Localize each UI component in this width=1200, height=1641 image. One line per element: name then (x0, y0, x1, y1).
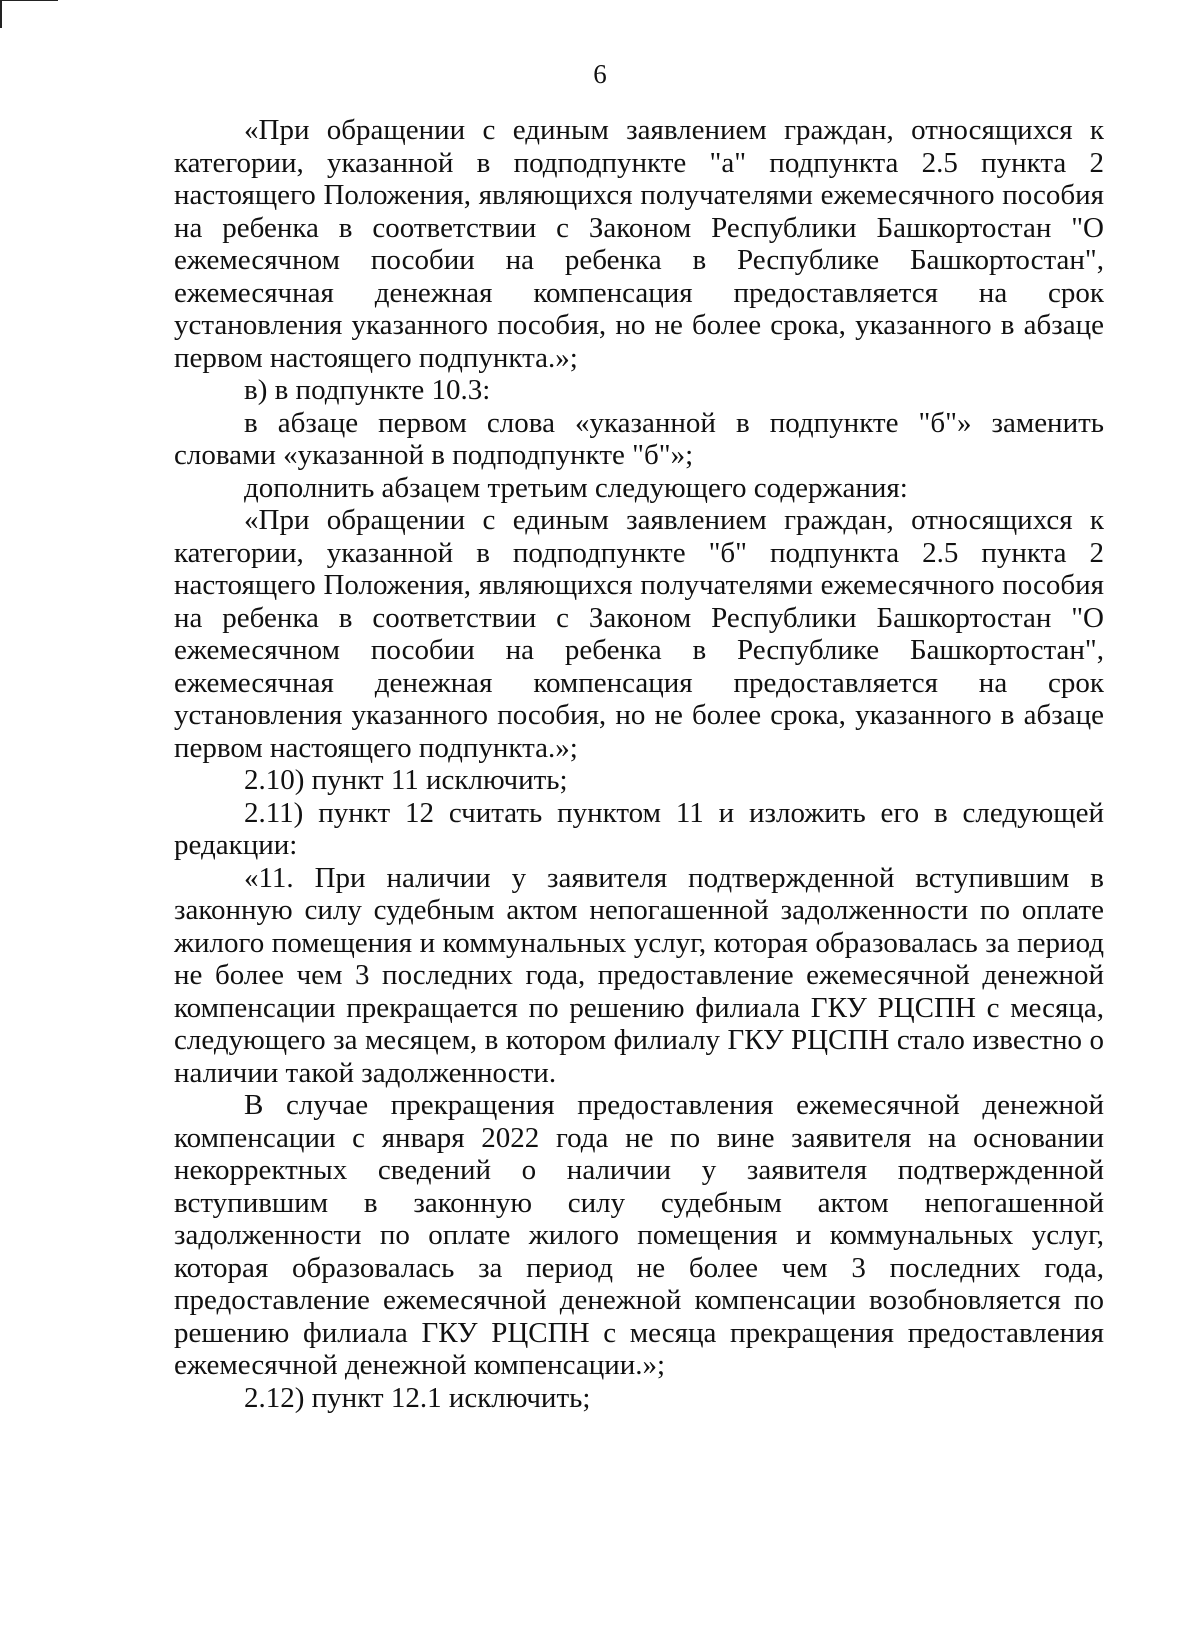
paragraph: 2.10) пункт 11 исключить; (244, 764, 568, 796)
paragraph: 2.11) пункт 12 считать пунктом 11 и изложить его в следующей редакции: (174, 796, 1104, 861)
paragraph: 2.12) пункт 12.1 исключить; (244, 1381, 591, 1414)
paragraph: в) в подпункте 10.3: (244, 374, 491, 406)
paragraph: в абзаце первом слова «указанной в подпункте "б"» заменить словами «указанной в подподпункте "б"»; (174, 406, 1104, 471)
paragraph: дополнить абзацем третьим следующего содержания: (244, 471, 908, 504)
document-body (174, 114, 1104, 1414)
paragraph: «11. При наличии у заявителя подтвержденной вступившим в законную силу судебным актом непогашенной задолженности по оплате жилого помещения и коммунальных услуг, которая образовалась за период не более чем 3 последних года, предоставление ежемесячной денежной компенсации прекращается по решению филиала ГКУ РЦСПН с месяца, следующего за месяцем, в котором филиалу ГКУ РЦСПН стало известно о наличии такой задолженности. (174, 861, 1104, 1089)
scan-edge-mark (0, 0, 2, 28)
paragraph: «При обращении с единым заявлением граждан, относящихся к категории, указанной в подподпункте "б" подпункта 2.5 пункта 2 настоящего Положения, являющихся получателями ежемесячного пособия на ребенка в соответствии с Законом Республики Башкортостан "О ежемесячном пособии на ребенка в Республике Башкортостан", ежемесячная денежная компенсация предоставляется на срок установления указанного пособия, но не более срока, указанного в абзаце первом настоящего подпункта.»; (174, 504, 1104, 764)
scan-edge-mark (0, 0, 58, 1)
page-number: 6 (593, 59, 607, 89)
paragraph: В случае прекращения предоставления ежемесячной денежной компенсации с января 2022 года не по вине заявителя на основании некорректных сведений о наличии у заявителя подтвержденной вступившим в законную силу судебным актом непогашенной задолженности по оплате жилого помещения и коммунальных услуг, которая образовалась за период не более чем 3 последних года, предоставление ежемесячной денежной компенсации возобновляется по решению филиала ГКУ РЦСПН с месяца прекращения предоставления ежемесячной денежной компенсации.»; (174, 1089, 1104, 1381)
paragraph: «При обращении с единым заявлением граждан, относящихся к категории, указанной в подподпункте "а" подпункта 2.5 пункта 2 настоящего Положения, являющихся получателями ежемесячного пособия на ребенка в соответствии с Законом Республики Башкортостан "О ежемесячном пособии на ребенка в Республике Башкортостан", ежемесячная денежная компенсация предоставляется на срок установления указанного пособия, но не более срока, указанного в абзаце первом настоящего подпункта.»; (174, 114, 1104, 374)
